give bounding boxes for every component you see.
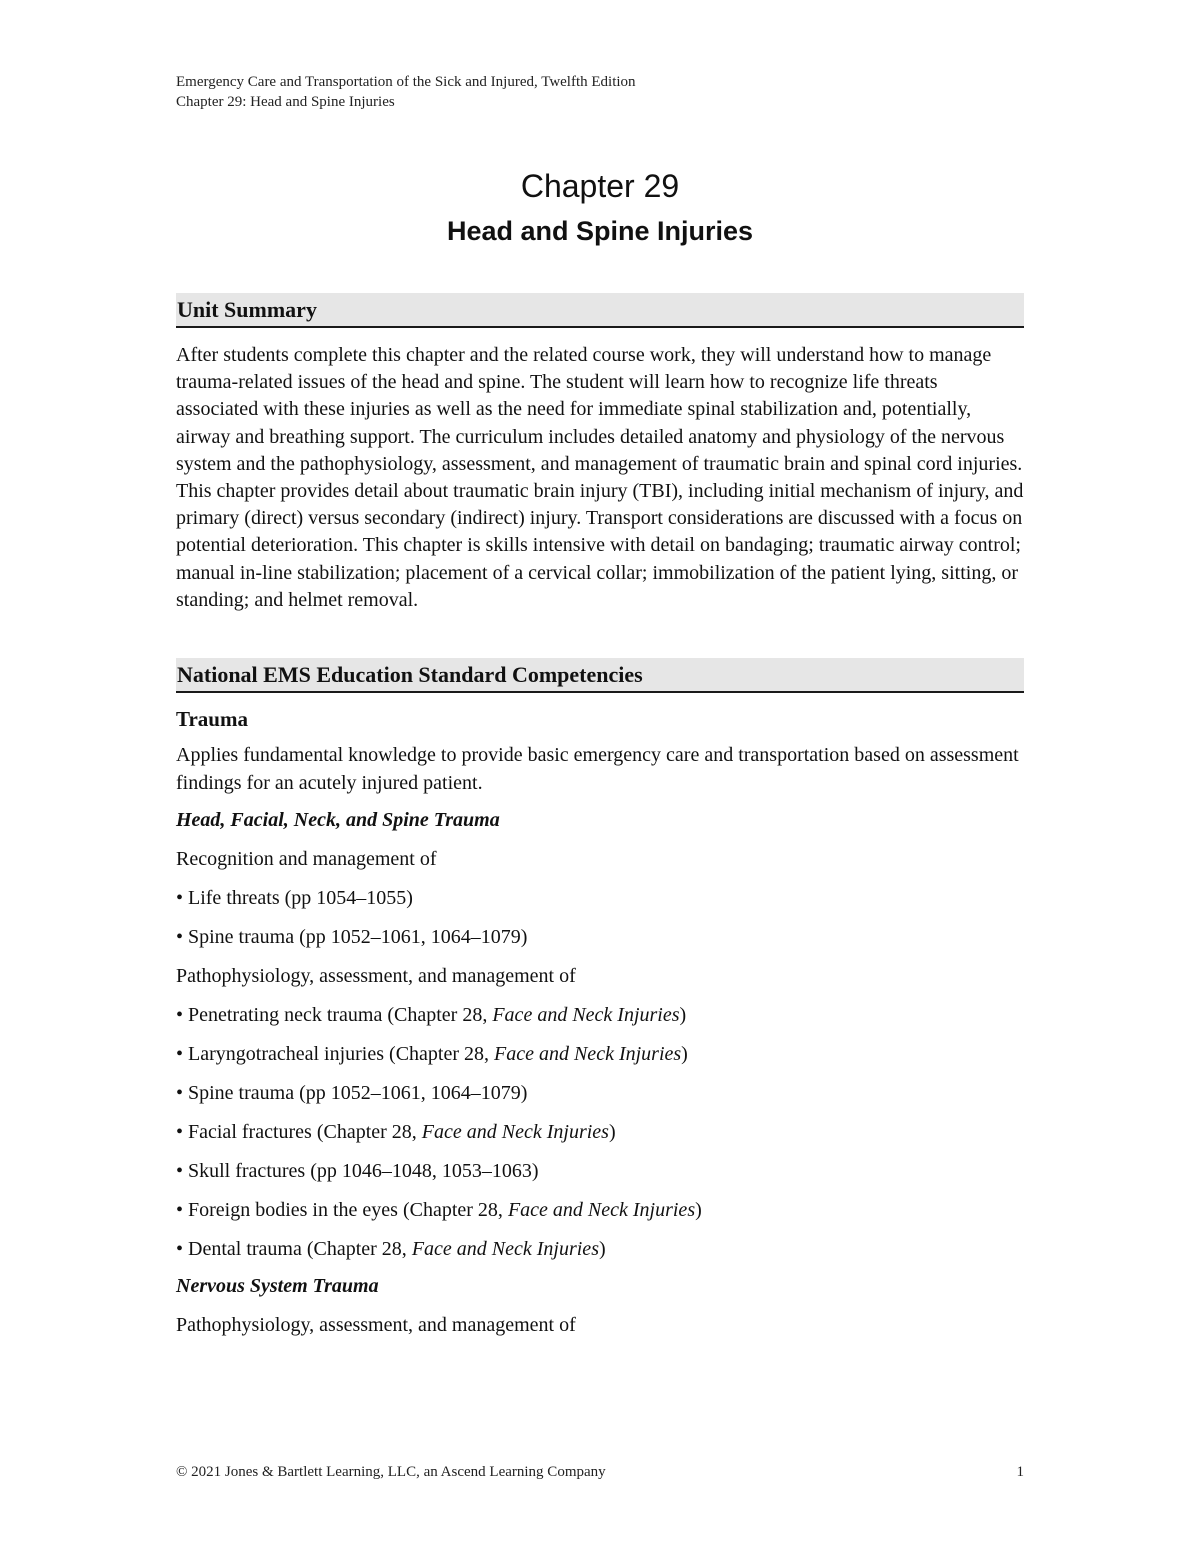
competencies-heading: National EMS Education Standard Competencies: [176, 658, 1024, 693]
page-number: 1: [1016, 1464, 1024, 1480]
head-spine-heading: Head, Facial, Neck, and Spine Trauma: [176, 809, 500, 832]
patho-label: Pathophysiology, assessment, and management of: [176, 965, 576, 988]
nervous-label: Pathophysiology, assessment, and management of: [176, 1314, 576, 1337]
header-chapter-line: Chapter 29: Head and Spine Injuries: [176, 94, 395, 110]
header-book-title: Emergency Care and Transportation of the Sick and Injured, Twelfth Edition: [176, 74, 636, 90]
page-header: [176, 72, 636, 112]
unit-summary-heading: Unit Summary: [176, 293, 1024, 328]
list-item: • Penetrating neck trauma (Chapter 28, Face and Neck Injuries): [176, 1004, 687, 1027]
list-item: • Facial fractures (Chapter 28, Face and Neck Injuries): [176, 1121, 616, 1144]
list-item: • Skull fractures (pp 1046–1048, 1053–1063): [176, 1160, 539, 1183]
chapter-number: Chapter 29: [520, 168, 680, 204]
main-content: [176, 293, 1024, 1339]
list-item: • Spine trauma (pp 1052–1061, 1064–1079): [176, 926, 528, 949]
title-block: [0, 166, 1200, 248]
recognition-label: Recognition and management of: [176, 848, 437, 871]
footer-copyright: © 2021 Jones & Bartlett Learning, LLC, an Ascend Learning Company: [176, 1464, 606, 1480]
unit-summary-text: After students complete this chapter and the related course work, they will understand how to manage trauma-related issues of the head and spine. The student will learn how to recognize life threats associated with these injuries as well as the need for immediate spinal stabilization and, potentially, airway and breathing support. The curriculum includes detailed anatomy and physiology of the nervous system and the pathophysiology, assessment, and management of traumatic brain and spinal cord injuries. This chapter provides detail about traumatic brain injury (TBI), including initial mechanism of injury, and primary (direct) versus secondary (indirect) injury. Transport considerations are discussed with a focus on potential deterioration. This chapter is skills intensive with detail on bandaging; traumatic airway control; manual in-line stabilization; placement of a cervical collar; immobilization of the patient lying, sitting, or standing; and helmet removal.: [176, 344, 1024, 611]
list-item: • Dental trauma (Chapter 28, Face and Neck Injuries): [176, 1238, 606, 1261]
chapter-title: Head and Spine Injuries: [446, 216, 754, 246]
list-item: • Spine trauma (pp 1052–1061, 1064–1079): [176, 1082, 528, 1105]
list-item: • Laryngotracheal injuries (Chapter 28, Face and Neck Injuries): [176, 1043, 688, 1066]
nervous-system-heading: Nervous System Trauma: [176, 1275, 379, 1298]
list-item: • Foreign bodies in the eyes (Chapter 28, Face and Neck Injuries): [176, 1199, 702, 1222]
trauma-heading: Trauma: [176, 707, 248, 732]
list-item: • Life threats (pp 1054–1055): [176, 887, 413, 910]
trauma-text: Applies fundamental knowledge to provide basic emergency care and transportation based on assessment findings for an acutely injured patient.: [176, 744, 1019, 794]
